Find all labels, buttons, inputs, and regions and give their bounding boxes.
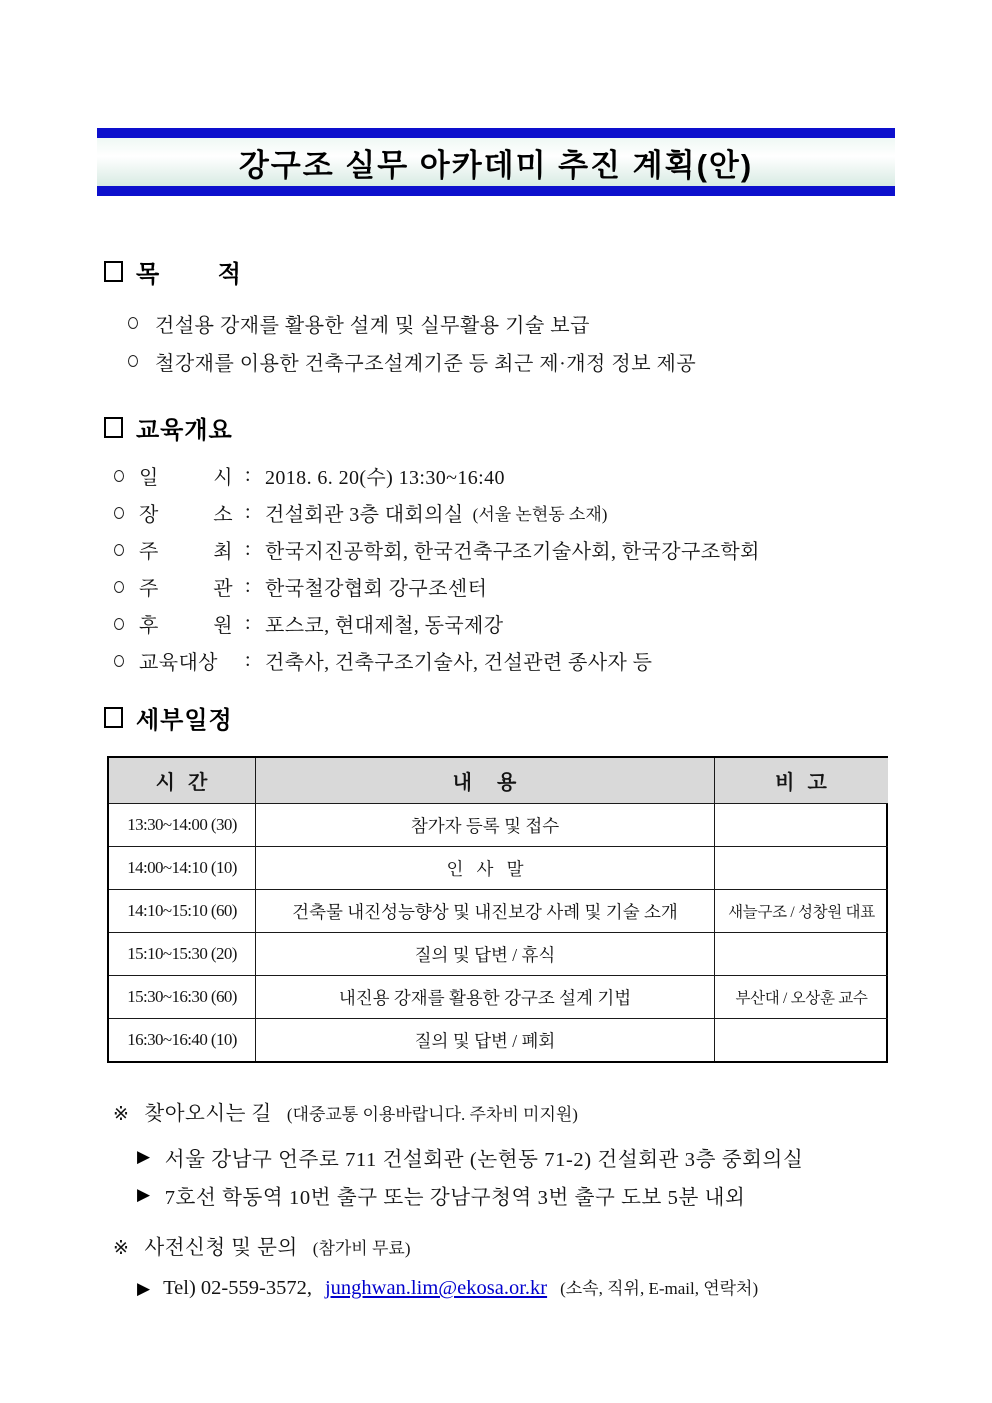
overview-row — [114, 457, 934, 494]
column-header-content: 내 용 — [255, 758, 714, 803]
banner-bottom-bar — [97, 186, 895, 196]
circle-bullet-icon — [114, 507, 124, 519]
circle-bullet-icon — [114, 470, 124, 482]
arrow-bullet-icon: ▶ — [137, 1279, 151, 1298]
overview-label: 후 원 — [139, 615, 233, 637]
banner-background — [97, 138, 895, 186]
telephone-number: Tel) 02-559-3572, — [163, 1277, 312, 1299]
overview-row — [114, 605, 934, 642]
schedule-time: 15:10~15:30 (20) — [109, 932, 255, 975]
square-bullet-icon — [104, 417, 123, 438]
schedule-content: 내진용 강재를 활용한 강구조 설계 기법 — [255, 975, 714, 1018]
overview-separator: : — [245, 538, 251, 560]
schedule-time: 14:00~14:10 (10) — [109, 846, 255, 889]
directions-lines — [137, 1138, 943, 1214]
overview-label: 장 소 — [139, 504, 233, 526]
directions-line — [137, 1176, 943, 1214]
purpose-item — [128, 304, 904, 342]
purpose-list — [128, 304, 904, 380]
registration-title-note: (참가비 무료) — [312, 1239, 411, 1258]
overview-separator: : — [245, 649, 251, 671]
schedule-content: 인 사 말 — [255, 846, 714, 889]
overview-value: 한국지진공학회, 한국건축구조기술사회, 한국강구조학회 — [264, 541, 760, 563]
overview-label: 일 시 — [139, 467, 233, 489]
section-purpose — [104, 254, 904, 380]
section-schedule — [104, 700, 904, 1063]
overview-value: 포스코, 현대제철, 동국제강 — [264, 615, 504, 637]
schedule-time: 15:30~16:30 (60) — [109, 975, 255, 1018]
schedule-time: 16:30~16:40 (10) — [109, 1018, 255, 1061]
purpose-item — [128, 342, 904, 380]
directions-title: 찾아오시는 길 — [144, 1103, 272, 1125]
schedule-table — [107, 756, 888, 1063]
overview-label: 주 최 — [139, 541, 233, 563]
section-registration — [113, 1230, 943, 1300]
square-bullet-icon — [104, 261, 123, 282]
overview-separator: : — [245, 575, 251, 597]
overview-value: 건축사, 건축구조기술사, 건설관련 종사자 등 — [264, 652, 653, 674]
circle-bullet-icon — [114, 655, 124, 667]
reference-mark-icon: ※ — [113, 1104, 130, 1125]
schedule-note — [714, 846, 888, 889]
section-overview — [104, 410, 934, 679]
section-heading-overview — [104, 410, 934, 445]
directions-line-text: 7호선 학동역 10번 출구 또는 강남구청역 3번 출구 도보 5분 내외 — [164, 1187, 746, 1209]
reference-mark-icon: ※ — [113, 1238, 130, 1259]
overview-value: 한국철강협회 강구조센터 — [264, 578, 488, 600]
registration-contact-line — [137, 1274, 943, 1300]
circle-bullet-icon — [114, 581, 124, 593]
directions-title-row — [113, 1096, 943, 1126]
schedule-content: 참가자 등록 및 접수 — [255, 803, 714, 846]
column-header-note: 비 고 — [714, 758, 888, 803]
schedule-content: 건축물 내진성능향상 및 내진보강 사례 및 기술 소개 — [255, 889, 714, 932]
section-heading-schedule — [104, 700, 904, 735]
section-title-purpose: 목 적 — [136, 261, 242, 288]
overview-list — [114, 457, 934, 679]
directions-line-text: 서울 강남구 언주로 711 건설회관 (논현동 71-2) 건설회관 3층 중회의실 — [164, 1149, 804, 1171]
purpose-item-text: 철강재를 이용한 건축구조설계기준 등 최근 제·개정 정보 제공 — [155, 352, 697, 375]
directions-line — [137, 1138, 943, 1176]
circle-bullet-icon — [128, 317, 138, 329]
column-header-time: 시 간 — [109, 758, 255, 803]
overview-row — [114, 568, 934, 605]
square-bullet-icon — [104, 707, 123, 728]
overview-label: 주 관 — [139, 578, 233, 600]
overview-separator: : — [245, 464, 251, 486]
circle-bullet-icon — [114, 544, 124, 556]
schedule-content: 질의 및 답변 / 폐회 — [255, 1018, 714, 1061]
title-banner — [97, 128, 895, 196]
schedule-note: 새늘구조 / 성창원 대표 — [714, 889, 888, 932]
schedule-note: 부산대 / 오상훈 교수 — [714, 975, 888, 1018]
section-title-overview: 교육개요 — [136, 417, 233, 444]
purpose-item-text: 건설용 강재를 활용한 설계 및 실무활용 기술 보급 — [155, 314, 590, 337]
overview-value: 건설회관 3층 대회의실 — [264, 504, 464, 526]
overview-separator: : — [245, 612, 251, 634]
overview-value-small: (서울 논현동 소재) — [472, 505, 608, 524]
registration-required-fields: (소속, 직위, E-mail, 연락처) — [560, 1279, 759, 1298]
schedule-time: 14:10~15:10 (60) — [109, 889, 255, 932]
schedule-note — [714, 803, 888, 846]
arrow-bullet-icon: ▶ — [137, 1147, 151, 1166]
section-heading-purpose — [104, 254, 904, 289]
overview-value: 2018. 6. 20(수) 13:30~16:40 — [264, 467, 505, 489]
directions-title-note: (대중교통 이용바랍니다. 주차비 미지원) — [286, 1105, 578, 1124]
schedule-content: 질의 및 답변 / 휴식 — [255, 932, 714, 975]
section-directions — [113, 1096, 943, 1214]
document-title: 강구조 실무 아카데미 추진 계획(안) — [238, 147, 754, 183]
schedule-note — [714, 1018, 888, 1061]
circle-bullet-icon — [114, 618, 124, 630]
overview-row — [114, 494, 934, 531]
overview-label: 교육대상 — [139, 652, 218, 674]
overview-row — [114, 531, 934, 568]
overview-separator: : — [245, 501, 251, 523]
section-title-schedule: 세부일정 — [136, 707, 233, 734]
schedule-note — [714, 932, 888, 975]
circle-bullet-icon — [128, 355, 138, 367]
registration-title: 사전신청 및 문의 — [144, 1237, 298, 1259]
overview-row — [114, 642, 934, 679]
banner-top-bar — [97, 128, 895, 138]
registration-title-row — [113, 1230, 943, 1260]
arrow-bullet-icon: ▶ — [137, 1185, 151, 1204]
schedule-time: 13:30~14:00 (30) — [109, 803, 255, 846]
email-link[interactable]: junghwan.lim@ekosa.or.kr — [324, 1277, 548, 1299]
